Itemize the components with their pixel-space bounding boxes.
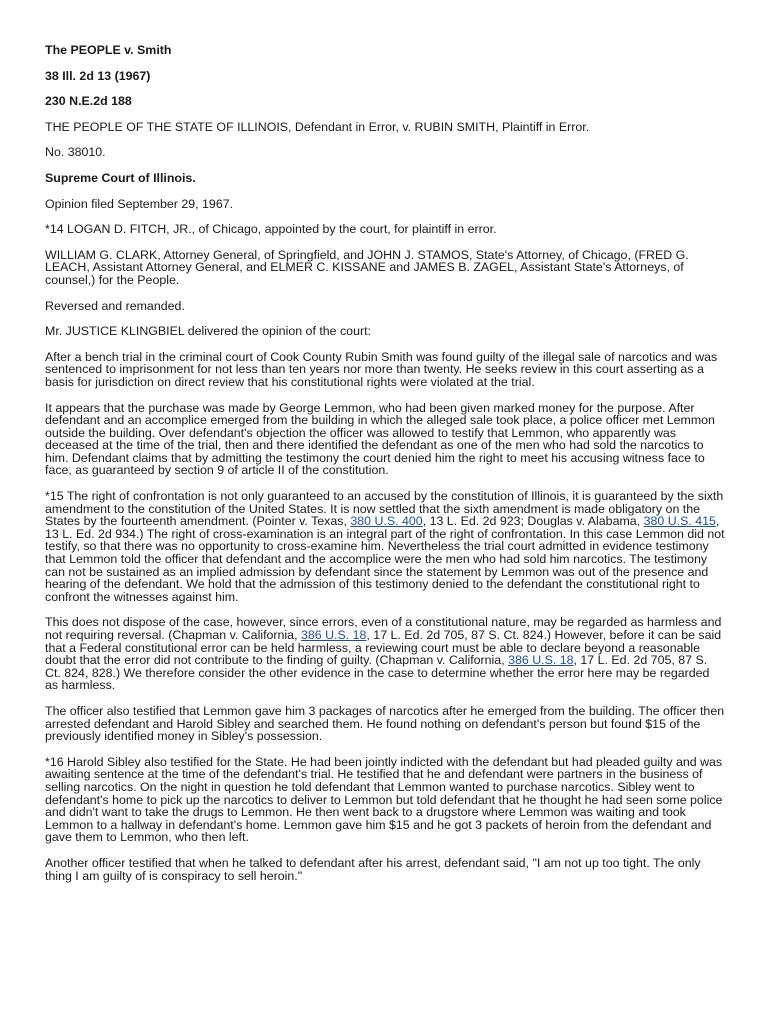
paragraph-3-text-c: , 13 L. Ed. 2d 934.) The right of cross-examination is an integral part of the right of confrontation. In this case Lemmon did not testify, so that there was no opportunity to cross-examine him. Nevertheless the trial court admitted in evidence testimony that Lemmon told the officer that defendant and the accomplice were the men who had sold him narcotics. The testimony can not be sustained as an implied admission by defendant since the statement by Lemmon was out of the presence and hearing of the defendant. We hold that the admission of this testimony denied to the defendant the constitutional right to confront the witnesses against him. <box>45 514 725 604</box>
paragraph-2: It appears that the purchase was made by George Lemmon, who had been given marked money for the purpose. After defendant and an accomplice emerged from the building in which the alleged sale took place, a police officer met Lemmon outside the building. Over defendant's objection the officer was allowed to testify that Lemmon, who apparently was deceased at the time of the trial, then and there identified the defendant as one of the men who had sold the narcotics to him. Defendant claims that by admitting the testimony the court denied him the right to meet his accusing witness face to face, as guaranteed by section 9 of article II of the constitution. <box>45 400 715 478</box>
paragraph-4-text-b: , 17 L. Ed. 2d 705, 87 S. Ct. 824.) However, before it can be said that a Federal constitutional error can be held harmless, a reviewing court must be able to declare beyond a reasonable doubt that the error did not contribute to the finding of guilty. (Chapman v. California, <box>45 628 722 668</box>
citation-link-386-us-18[interactable]: 386 U.S. 18 <box>300 628 367 642</box>
document-body <box>45 44 725 895</box>
citation-ne2d: 230 N.E.2d 188 <box>45 94 132 109</box>
case-title: The PEOPLE v. Smith <box>45 43 172 57</box>
filed-date: Opinion filed September 29, 1967. <box>45 196 234 211</box>
citation-link-380-us-400[interactable]: 380 U.S. 400 <box>350 514 423 529</box>
disposition: Reversed and remanded. <box>45 298 185 313</box>
counsel-people: WILLIAM G. CLARK, Attorney General, of Springfield, and JOHN J. STAMOS, State's Attorney, of Chicago, (FRED G. LEACH, Assistant Attorney General, and ELMER C. KISSANE and JAMES B. ZAGEL, Assistant State's Attorneys, of counsel,) for the People. <box>45 247 689 287</box>
paragraph-7: Another officer testified that when he talked to defendant after his arrest, defendant said, "I am not up too tight. The only thing I am guilty of is conspiracy to sell heroin." <box>45 855 701 883</box>
paragraph-5: The officer also testified that Lemmon gave him 3 packages of narcotics after he emerged from the building. The officer then arrested defendant and Harold Sibley and searched them. He found nothing on defendant's person but found $15 of the previously identified money in Sibley's possession. <box>45 703 725 744</box>
citation-link-386-us-18-second[interactable]: 386 U.S. 18 <box>508 653 574 668</box>
docket-number: No. 38010. <box>45 145 106 160</box>
court-name: Supreme Court of Illinois. <box>45 170 196 185</box>
paragraph-6: *16 Harold Sibley also testified for the State. He had been jointly indicted with the defendant but had pleaded guilty and was awaiting sentence at the time of the defendant's trial. He testified that he and defendant were partners in the business of selling narcotics. On the night in question he told defendant that Lemmon wanted to purchase narcotics. Sibley went to defendant's home to pick up the narcotics to deliver to Lemmon but told defendant that he thought he had seen some police and didn't want to take the drugs to Lemmon. He then went back to a drugstore where Lemmon was waiting and took Lemmon to a hallway in defendant's home. Lemmon gave him $15 and he got 3 packets of heroin from the defendant and gave them to Lemmon, who then left. <box>45 754 723 845</box>
parties: THE PEOPLE OF THE STATE OF ILLINOIS, Defendant in Error, v. RUBIN SMITH, Plaintiff in Error. <box>45 119 590 134</box>
paragraph-4-text-c: , 17 L. Ed. 2d 705, 87 S. Ct. 824, 828.) We therefore consider the other evidence in the case to determine whether the error here may be regarded as harmless. <box>45 653 710 693</box>
citation-link-380-us-415[interactable]: 380 U.S. 415 <box>643 514 716 529</box>
paragraph-3 <box>45 490 725 603</box>
citation-illinois: 38 Ill. 2d 13 (1967) <box>45 68 151 83</box>
paragraph-4 <box>45 616 725 692</box>
opinion-delivered: Mr. JUSTICE KLINGBIEL delivered the opinion of the court: <box>45 324 371 339</box>
paragraph-3-text-a: *15 The right of confrontation is not only guaranteed to an accused by the constitution of Illinois, it is guaranteed by the sixth amendment to the constitution of the United States. It is now settled that the sixth amendment is made obligatory on the States by the fourteenth amendment. (Pointer v. Texas, <box>45 489 724 529</box>
paragraph-1: After a bench trial in the criminal court of Cook County Rubin Smith was found guilty of the illegal sale of narcotics and was sentenced to imprisonment for not less than ten years nor more than twenty. He seeks review in this court asserting as a basis for jurisdiction on direct review that his constitutional rights were violated at the trial. <box>45 349 718 389</box>
paragraph-3-text-b: , 13 L. Ed. 2d 923; Douglas v. Alabama, <box>422 514 644 529</box>
counsel-plaintiff: *14 LOGAN D. FITCH, JR., of Chicago, appointed by the court, for plaintiff in error. <box>45 222 497 237</box>
paragraph-4-text-a: This does not dispose of the case, however, since errors, even of a constitutional nature, may be regarded as harmless and not requiring reversal. (Chapman v. California, <box>45 615 722 642</box>
